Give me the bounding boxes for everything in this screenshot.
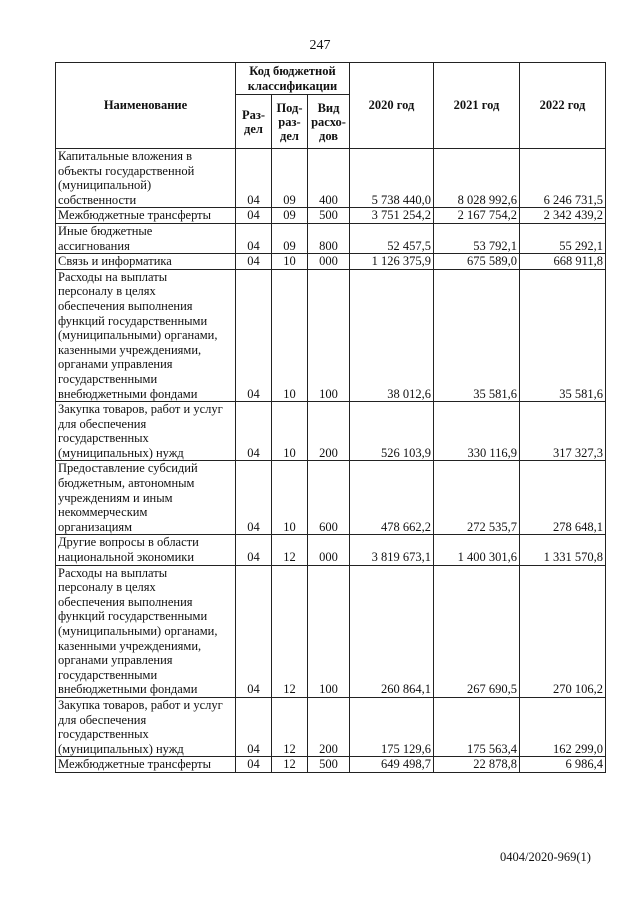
row-name-cell: Межбюджетные трансферты: [56, 208, 236, 224]
table-row: [56, 565, 606, 697]
row-name-cell: Связь и информатика: [56, 254, 236, 270]
row-2020-cell: 526 103,9: [350, 402, 434, 461]
document-code: 0404/2020-969(1): [500, 850, 591, 864]
budget-table: [55, 62, 606, 773]
row-2021-cell: 675 589,0: [434, 254, 520, 270]
table-row: [56, 461, 606, 535]
row-vid-cell: 600: [308, 461, 350, 535]
row-2022-cell: 162 299,0: [520, 697, 606, 756]
table-row: [56, 254, 606, 270]
table-row: [56, 402, 606, 461]
row-2022-cell: 317 327,3: [520, 402, 606, 461]
header-vid-raskhodov: Вид расхо- дов: [308, 95, 350, 149]
row-podrazdel-cell: 12: [272, 535, 308, 565]
row-podrazdel-cell: 10: [272, 461, 308, 535]
row-2022-cell: 55 292,1: [520, 223, 606, 253]
row-2021-cell: 22 878,8: [434, 757, 520, 773]
table-row: [56, 757, 606, 773]
table-body: [56, 149, 606, 773]
header-name: Наименование: [56, 63, 236, 149]
row-podrazdel-cell: 12: [272, 565, 308, 697]
row-2022-cell: 6 986,4: [520, 757, 606, 773]
row-2021-cell: 8 028 992,6: [434, 149, 520, 208]
page-number: 247: [309, 38, 331, 53]
row-2021-cell: 267 690,5: [434, 565, 520, 697]
row-razdel-cell: 04: [236, 254, 272, 270]
row-2020-cell: 260 864,1: [350, 565, 434, 697]
row-podrazdel-cell: 09: [272, 149, 308, 208]
row-name-cell: Закупка товаров, работ и услуг для обеспечения государственных (муниципальных) нужд: [56, 402, 236, 461]
row-podrazdel-cell: 10: [272, 269, 308, 401]
row-2022-cell: 6 246 731,5: [520, 149, 606, 208]
row-name-cell: Другие вопросы в области национальной экономики: [56, 535, 236, 565]
header-razdel: Раз- дел: [236, 95, 272, 149]
row-razdel-cell: 04: [236, 269, 272, 401]
row-2021-cell: 53 792,1: [434, 223, 520, 253]
row-podrazdel-cell: 12: [272, 757, 308, 773]
row-2022-cell: 1 331 570,8: [520, 535, 606, 565]
row-name-cell: Закупка товаров, работ и услуг для обеспечения государственных (муниципальных) нужд: [56, 697, 236, 756]
row-vid-cell: 500: [308, 208, 350, 224]
row-2020-cell: 38 012,6: [350, 269, 434, 401]
table-row: [56, 535, 606, 565]
row-2020-cell: 1 126 375,9: [350, 254, 434, 270]
row-vid-cell: 000: [308, 535, 350, 565]
row-2022-cell: 278 648,1: [520, 461, 606, 535]
row-podrazdel-cell: 09: [272, 223, 308, 253]
row-2021-cell: 2 167 754,2: [434, 208, 520, 224]
row-name-cell: Межбюджетные трансферты: [56, 757, 236, 773]
row-name-cell: Расходы на выплаты персоналу в целях обеспечения выполнения функций государственными (муниципальными) органами, казенными учреждениями, органами управления государственными внебюджетными фондами: [56, 269, 236, 401]
row-razdel-cell: 04: [236, 149, 272, 208]
row-razdel-cell: 04: [236, 402, 272, 461]
row-razdel-cell: 04: [236, 697, 272, 756]
header-year-2022: 2022 год: [520, 63, 606, 149]
row-2021-cell: 175 563,4: [434, 697, 520, 756]
row-2020-cell: 175 129,6: [350, 697, 434, 756]
table-row: [56, 208, 606, 224]
row-vid-cell: 500: [308, 757, 350, 773]
row-2021-cell: 272 535,7: [434, 461, 520, 535]
table-row: [56, 149, 606, 208]
row-vid-cell: 200: [308, 697, 350, 756]
header-year-2021: 2021 год: [434, 63, 520, 149]
row-2020-cell: 52 457,5: [350, 223, 434, 253]
row-2020-cell: 3 819 673,1: [350, 535, 434, 565]
row-2020-cell: 649 498,7: [350, 757, 434, 773]
row-podrazdel-cell: 09: [272, 208, 308, 224]
row-vid-cell: 100: [308, 269, 350, 401]
row-razdel-cell: 04: [236, 535, 272, 565]
table-row: [56, 223, 606, 253]
row-podrazdel-cell: 12: [272, 697, 308, 756]
row-razdel-cell: 04: [236, 565, 272, 697]
row-2022-cell: 270 106,2: [520, 565, 606, 697]
row-podrazdel-cell: 10: [272, 402, 308, 461]
row-name-cell: Предоставление субсидий бюджетным, автономным учреждениям и иным некоммерческим организациям: [56, 461, 236, 535]
row-vid-cell: 000: [308, 254, 350, 270]
row-name-cell: Иные бюджетные ассигнования: [56, 223, 236, 253]
row-razdel-cell: 04: [236, 757, 272, 773]
row-2021-cell: 330 116,9: [434, 402, 520, 461]
row-2020-cell: 3 751 254,2: [350, 208, 434, 224]
table-row: [56, 697, 606, 756]
header-podrazdel: Под- раз- дел: [272, 95, 308, 149]
row-2022-cell: 2 342 439,2: [520, 208, 606, 224]
row-name-cell: Расходы на выплаты персоналу в целях обеспечения выполнения функций государственными (муниципальными) органами, казенными учреждениями, органами управления государственными внебюджетными фондами: [56, 565, 236, 697]
header-code-group: Код бюджетной классификации: [236, 63, 350, 95]
row-razdel-cell: 04: [236, 461, 272, 535]
row-razdel-cell: 04: [236, 223, 272, 253]
row-2021-cell: 1 400 301,6: [434, 535, 520, 565]
row-vid-cell: 100: [308, 565, 350, 697]
row-razdel-cell: 04: [236, 208, 272, 224]
row-2020-cell: 478 662,2: [350, 461, 434, 535]
row-name-cell: Капитальные вложения в объекты государственной (муниципальной) собственности: [56, 149, 236, 208]
table-header: [56, 63, 606, 149]
row-podrazdel-cell: 10: [272, 254, 308, 270]
row-2021-cell: 35 581,6: [434, 269, 520, 401]
row-2022-cell: 668 911,8: [520, 254, 606, 270]
table-row: [56, 269, 606, 401]
row-vid-cell: 400: [308, 149, 350, 208]
row-vid-cell: 200: [308, 402, 350, 461]
row-2022-cell: 35 581,6: [520, 269, 606, 401]
row-2020-cell: 5 738 440,0: [350, 149, 434, 208]
header-year-2020: 2020 год: [350, 63, 434, 149]
row-vid-cell: 800: [308, 223, 350, 253]
